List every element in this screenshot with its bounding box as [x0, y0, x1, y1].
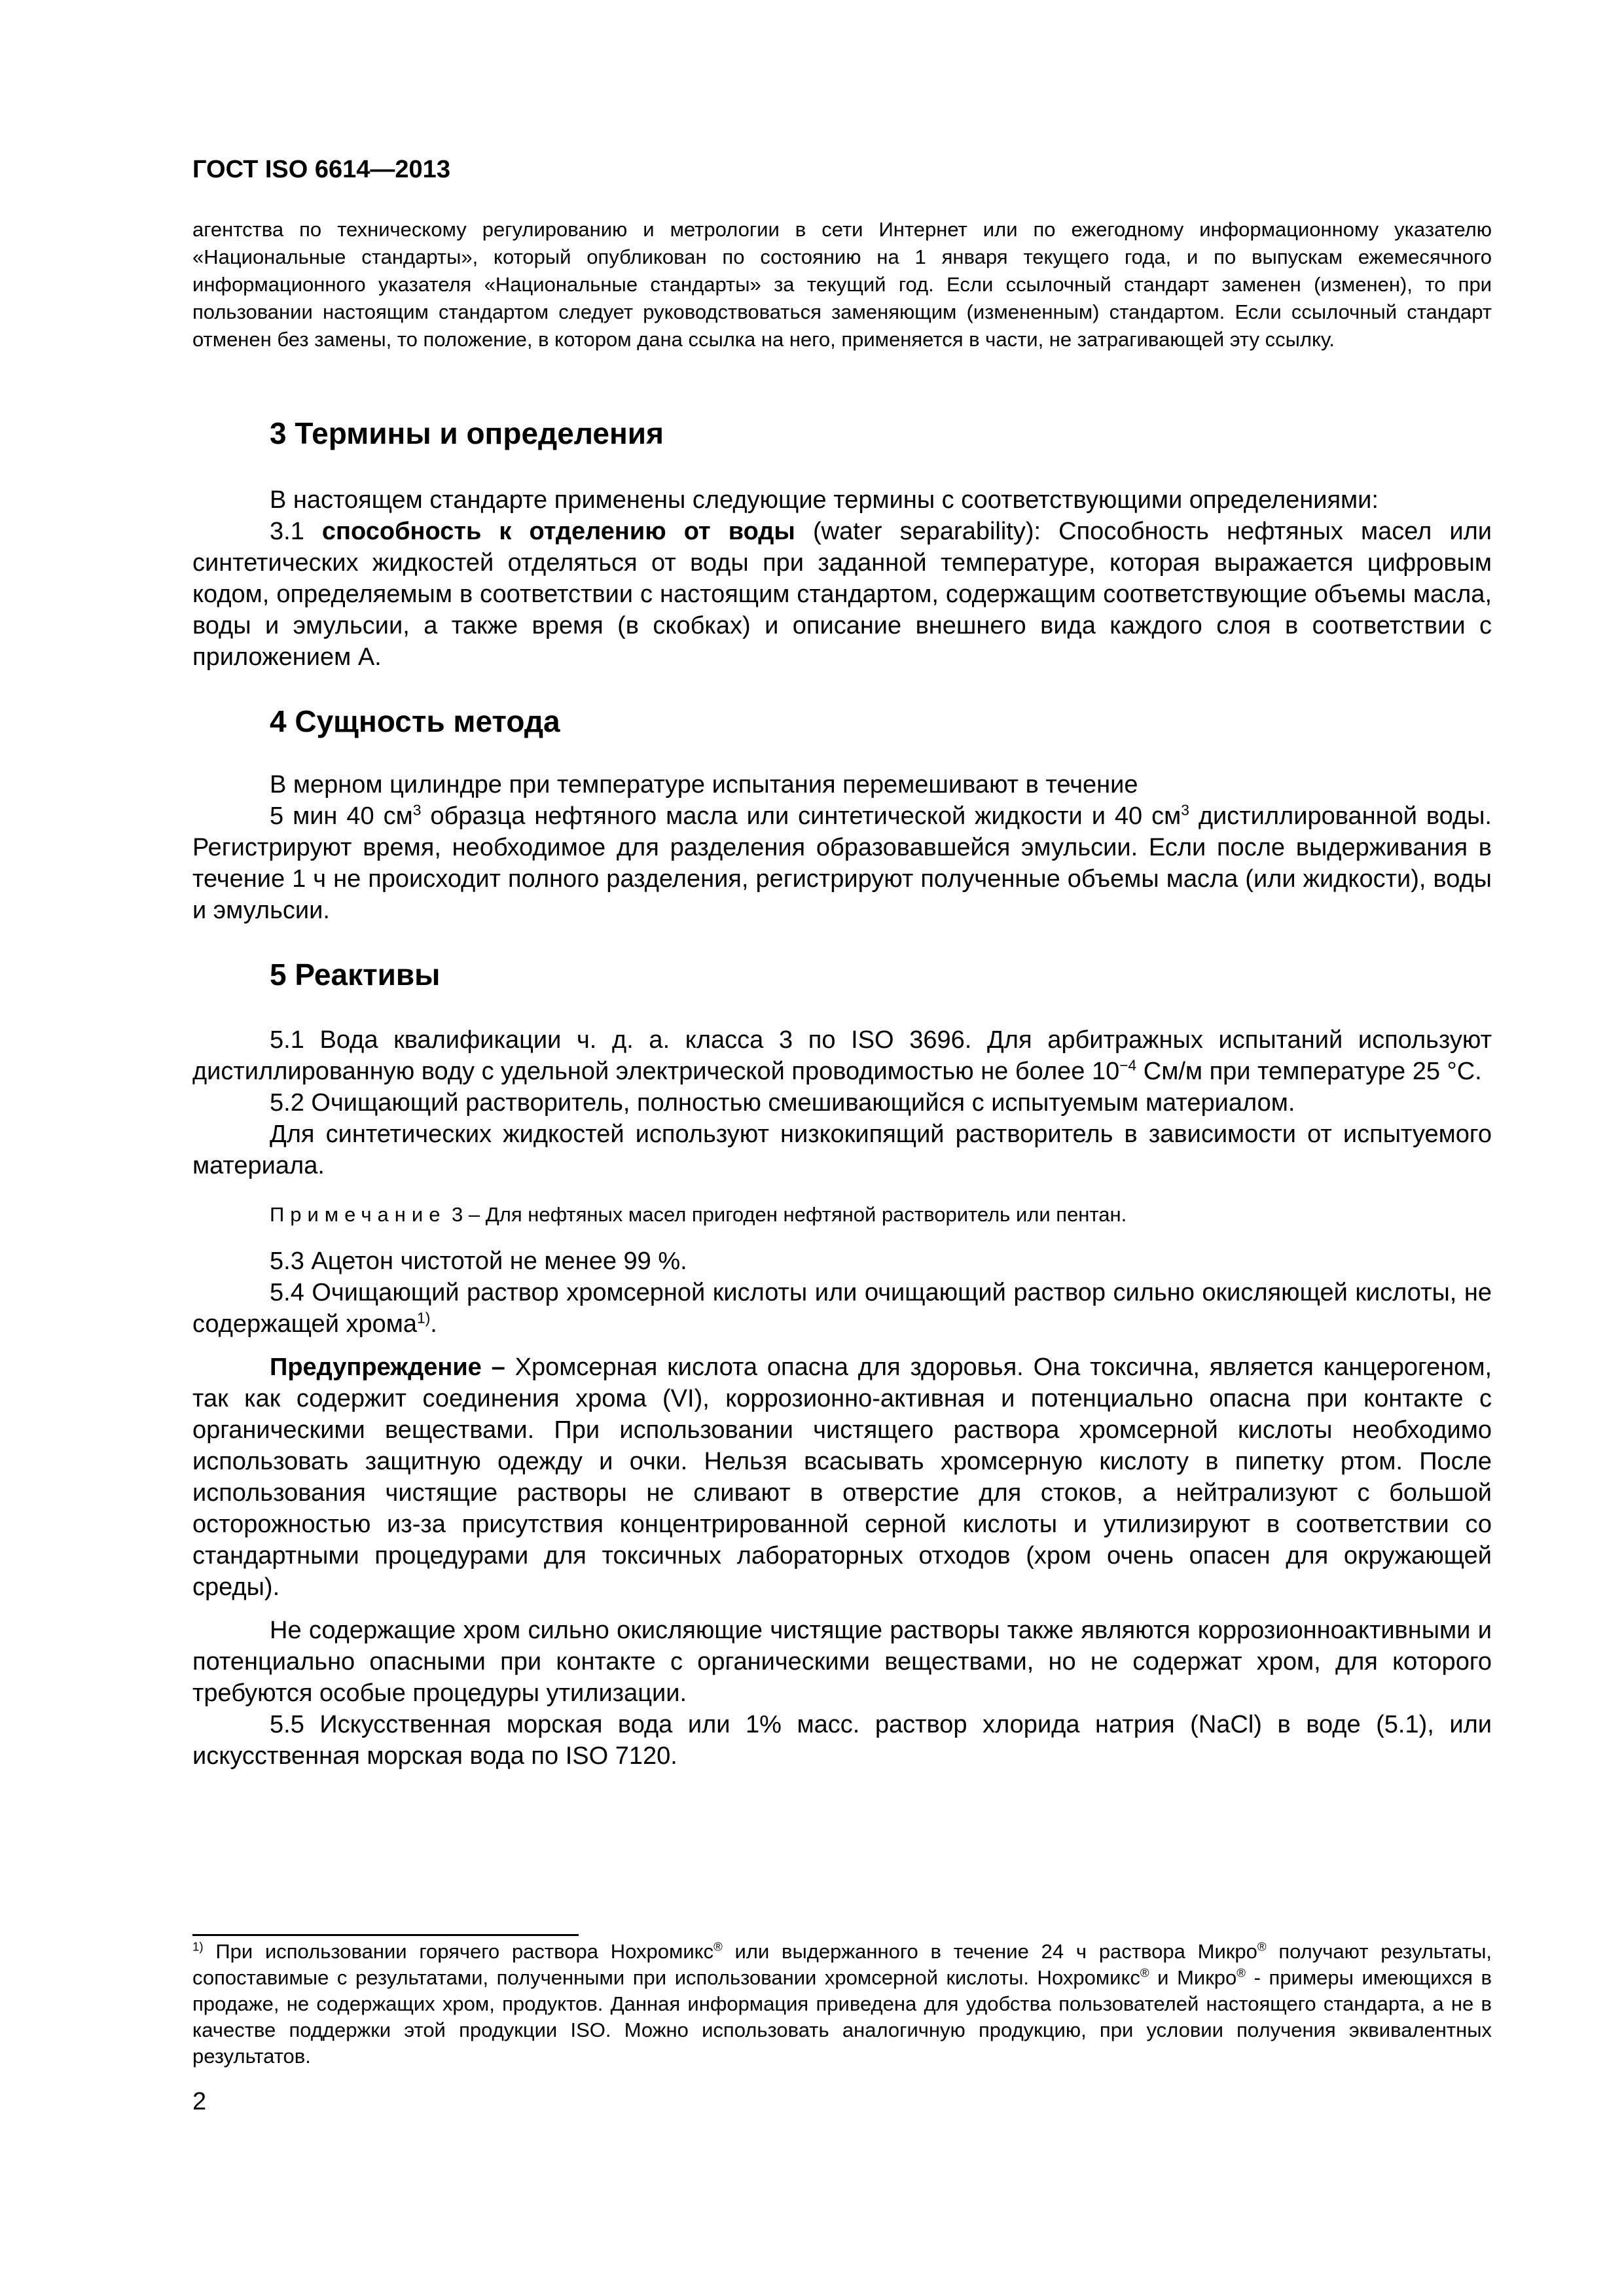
footnote-divider [192, 1934, 579, 1936]
superscript: 3 [1181, 801, 1189, 819]
intro-paragraph [192, 216, 1492, 353]
term-3-1 [192, 516, 1492, 673]
registered-mark: ® [713, 1939, 723, 1954]
section-3-intro: В настоящем стандарте применены следующие термины с соответствующими определениями: [270, 486, 1379, 514]
section-3-heading: 3 Термины и определения [270, 416, 664, 450]
section-4-body [192, 769, 1492, 926]
text-run: или выдержанного в течение 24 ч раствора Микро [722, 1940, 1257, 1963]
section-5-body [192, 1024, 1492, 1772]
section-3-body [192, 484, 1492, 673]
superscript: 3 [412, 801, 422, 819]
text-run: - примеры имеющихся в продаже, не содержащих хром, продуктов. Данная информация приведена для удобства пользователей настоящего стандарта, а не в качестве поддержки этой продукции ISO. Можно использовать аналогичную продукцию, при условии получения эквивалентных результатов. [192, 1966, 1492, 2068]
text-run: образца нефтяного масла или синтетической жидкости и 40 см [421, 802, 1182, 830]
item-5-5: 5.5 Искусственная морская вода или 1% масс. раствор хлорида натрия (NaCl) в воде (5.1), или искусственная морская вода по ISO 7120. [192, 1711, 1492, 1770]
text-run: 5 мин 40 см [270, 802, 413, 830]
registered-mark: ® [1140, 1965, 1149, 1980]
item-5-4 [192, 1277, 1492, 1340]
item-5-1 [192, 1024, 1492, 1087]
note-label: Примечание [270, 1203, 446, 1226]
item-5-3: 5.3 Ацетон чистотой не менее 99 %. [270, 1247, 687, 1275]
registered-mark: ® [1257, 1939, 1267, 1954]
text-run: и Микро [1149, 1966, 1237, 1989]
section-5-heading: 5 Реактивы [270, 958, 441, 992]
footnote-ref[interactable]: 1) [417, 1309, 431, 1327]
warning-text: Хромсерная кислота опасна для здоровья. Она токсична, является канцерогеном, так как содержит соединения хрома (VI), коррозионно-активная и потенциально опасна при контакте с органическими веществами. При использовании чистящего раствора хромсерной кислоты необходимо использовать защитную одежду и очки. Нельзя всасывать хромсерную кислоту в пипетку ртом. После использования чистящие растворы не сливают в отверстие для стоков, а нейтрализуют с большой осторожностью из-за присутствия концентрированной серной кислоты и утилизируют в соответствии со стандартными процедурами для токсичных лабораторных отходов (хром очень опасен для окружающей среды). [192, 1354, 1492, 1601]
footnote-mark: 1) [192, 1939, 204, 1954]
footnote-1 [192, 1939, 1492, 2070]
standard-header: ГОСТ ISO 6614—2013 [192, 156, 450, 183]
registered-mark: ® [1236, 1965, 1246, 1980]
superscript: −4 [1119, 1056, 1137, 1074]
term-name: способность к отделению от воды [321, 518, 795, 545]
page-number: 2 [192, 2088, 207, 2115]
section-4-p1: В мерном цилиндре при температуре испытания перемешивают в течение [270, 771, 1138, 798]
text-run: 5.4 Очищающий раствор хромсерной кислоты или очищающий раствор сильно окисляющей кислоты, не содержащей хрома [192, 1279, 1492, 1338]
item-5-2: 5.2 Очищающий растворитель, полностью смешивающийся с испытуемым материалом. [270, 1089, 1295, 1117]
term-number: 3.1 [270, 518, 322, 545]
note-3 [192, 1201, 1492, 1229]
section-4-p2 [192, 800, 1492, 926]
text-run: 5.1 Вода квалификации ч. д. а. класса 3 по ISO 3696. Для арбитражных испытаний используют дистиллированную воду с удельной электрической проводимостью не более 10 [192, 1026, 1492, 1085]
item-5-2-cont: Для синтетических жидкостей используют низкокипящий растворитель в зависимости от испытуемого материала. [192, 1121, 1492, 1179]
text-run: . [430, 1310, 437, 1338]
note-text: 3 – Для нефтяных масел пригоден нефтяной растворитель или пентан. [446, 1203, 1127, 1226]
text-run: дистиллированной воды. Регистрируют время, необходимое для разделения образовавшейся эмульсии. Если после выдерживания в течение 1 ч не происходит полного разделения, регистрируют полученные объемы масла (или жидкости), воды и эмульсии. [192, 802, 1492, 924]
text-run: получают результаты, сопоставимые с результатами, полученными при использовании хромсерной кислоты. Нохромикс [192, 1940, 1492, 1989]
no-chrome-paragraph: Не содержащие хром сильно окисляющие чистящие растворы также являются коррозионноактивными и потенциально опасными при контакте с органическими веществами, но не содержат хром, для которого требуются особые процедуры утилизации. [192, 1617, 1492, 1707]
intro-text: агентства по техническому регулированию и метрологии в сети Интернет или по ежегодному информационному указателю «Национальные стандарты», который опубликован по состоянию на 1 января текущего года, и по выпускам ежемесячного информационного указателя «Национальные стандарты» за текущий год. Если ссылочный стандарт заменен (изменен), то при пользовании настоящим стандартом следует руководствоваться заменяющим (измененным) стандартом. Если ссылочный стандарт отменен без замены, то положение, в котором дана ссылка на него, применяется в части, не затрагивающей эту ссылку. [192, 218, 1492, 351]
section-4-heading: 4 Сущность метода [270, 704, 560, 738]
text-run: См/м при температуре 25 °С. [1136, 1058, 1482, 1085]
text-run: При использовании горячего раствора Нохромикс [203, 1940, 714, 1963]
warning-label: Предупреждение – [270, 1354, 505, 1381]
warning-paragraph [192, 1352, 1492, 1603]
term-definition: (water separability): Способность нефтяных масел или синтетических жидкостей отделяться от воды при заданной температуре, которая выражается цифровым кодом, определяемым в соответствии с настоящим стандартом, содержащим соответствующие объемы масла, воды и эмульсии, а также время (в скобках) и описание внешнего вида каждого слоя в соответствии с приложением А. [192, 518, 1492, 671]
